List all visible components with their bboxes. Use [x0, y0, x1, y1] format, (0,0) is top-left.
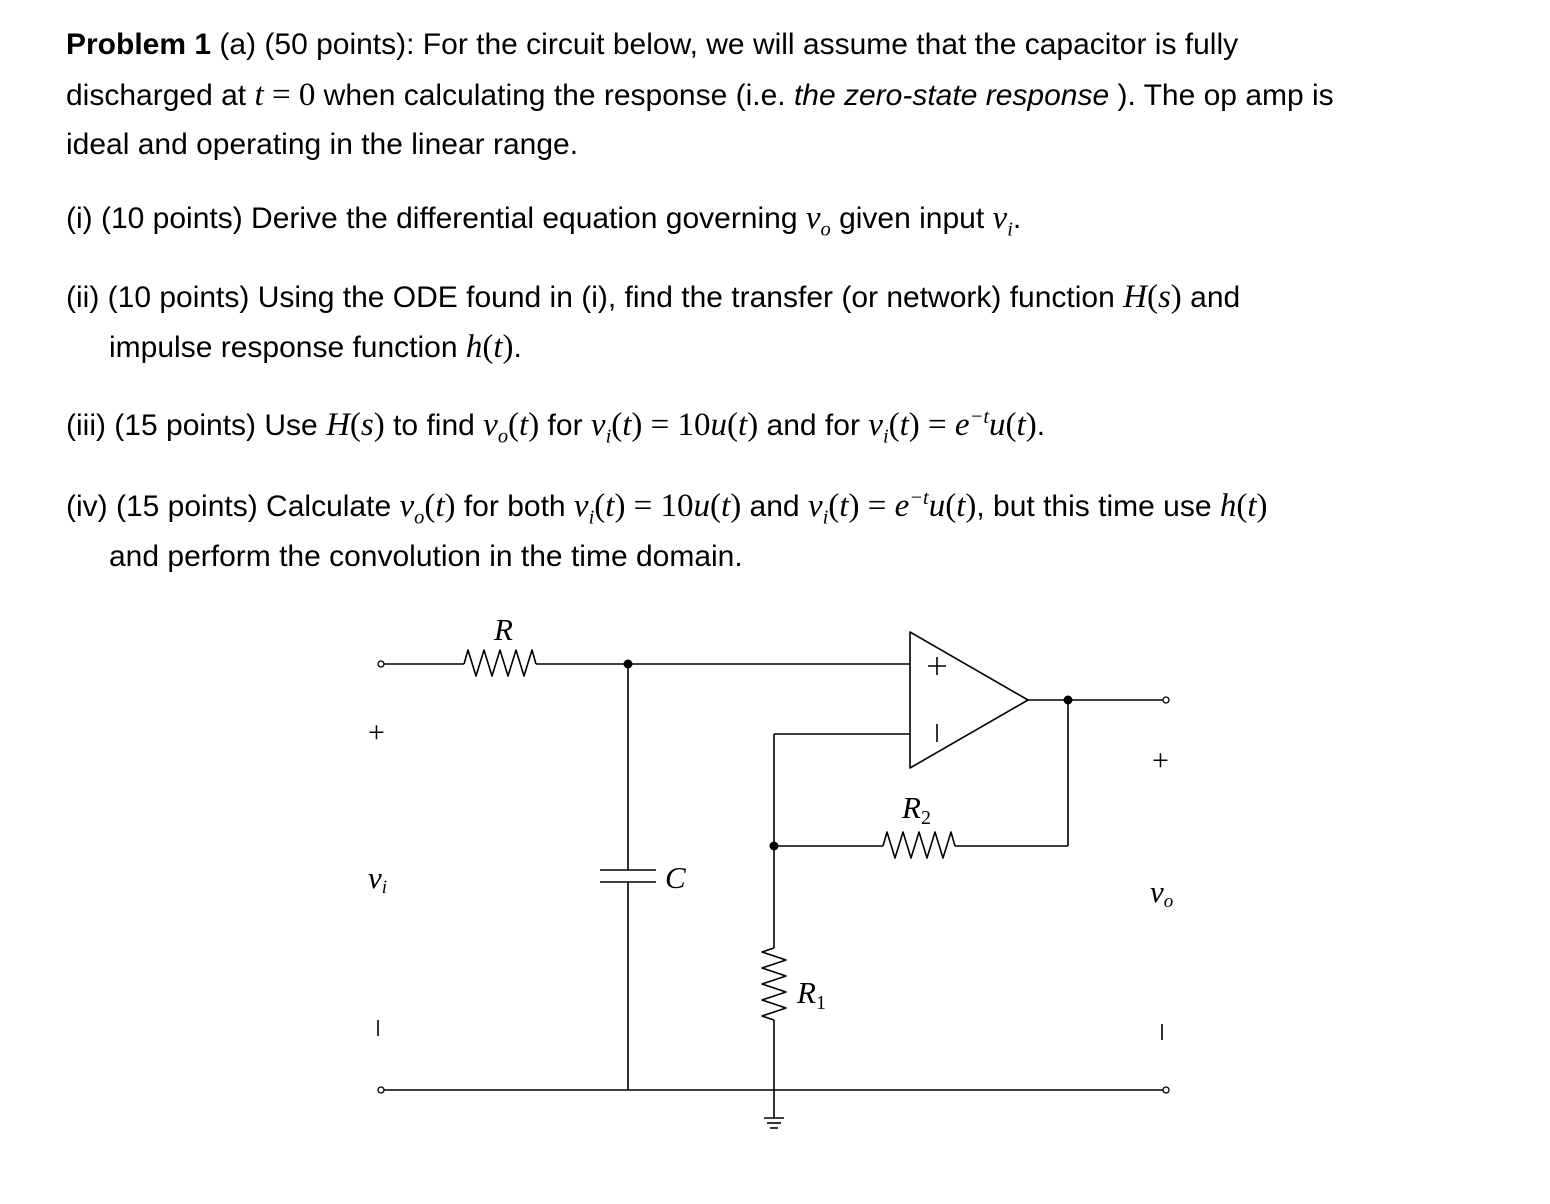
label-r2-main: R — [902, 790, 921, 825]
part-iii-text: for — [539, 409, 591, 442]
label-r1-sub: 1 — [815, 992, 826, 1014]
part-iv-text: , but this time use — [976, 490, 1220, 523]
input-terminal-bottom — [378, 1087, 384, 1093]
label-c: C — [665, 860, 686, 895]
opamp-triangle — [910, 632, 1028, 768]
problem-intro-line-3: ideal and operating in the linear range. — [66, 128, 579, 161]
problem-intro-text: (a) (50 points): For the circuit below, we will assume that the capacitor is fully — [211, 28, 1239, 61]
label-vo — [1150, 874, 1173, 912]
part-i-text: (i) (10 points) Derive the differential equation governing — [66, 202, 806, 235]
part-iv-line-2: and perform the convolution in the time domain. — [109, 540, 743, 573]
part-iv-line-1: (iv) (15 points) Calculate $v_o(t)$ for both $v_i(t) = 10u(t)$ and $v_i(t) = e^{-t}u(t)$, but this time use h(t) — [66, 487, 1268, 529]
part-ii-text: impulse response function — [109, 331, 466, 364]
intro-emphasis: the zero-state response — [793, 79, 1110, 112]
intro-text: when calculating the response (i.e. — [315, 79, 794, 112]
resistor-r — [464, 650, 536, 676]
resistor-r1 — [762, 948, 786, 1020]
part-iv-text: and — [741, 490, 808, 523]
part-ii-line-2: impulse response function h(t). — [109, 329, 522, 365]
junction-dot — [1064, 696, 1073, 705]
intro-text: discharged at — [66, 79, 255, 112]
part-iii-text: to find — [384, 409, 484, 442]
label-r1-main: R — [797, 975, 816, 1010]
label-r: R — [494, 612, 513, 647]
part-iii: (iii) (15 points) Use H(s) to find $v_o(t)$ for $v_i(t) = 10u(t)$ and for $v_i(t) = e^{-t}u(t)$. — [66, 406, 1046, 448]
label-vo-sub: o — [1163, 891, 1174, 912]
part-i: (i) (10 points) Derive the differential equation governing $v_o$ given input $v_i$. — [66, 200, 1022, 241]
output-plus-sign: + — [1152, 744, 1169, 777]
part-ii-text: and — [1181, 281, 1241, 314]
problem-heading: Problem 1 — [66, 28, 212, 61]
output-terminal-bottom — [1163, 1087, 1169, 1093]
label-vi-main: v — [368, 860, 382, 895]
part-i-text: given input — [830, 202, 993, 235]
part-iv-text: for both — [455, 490, 574, 523]
label-r1 — [796, 975, 826, 1014]
output-terminal-top — [1163, 697, 1169, 703]
label-vo-main: v — [1150, 874, 1164, 909]
part-iii-text: and for — [758, 409, 869, 442]
junction-dot — [624, 660, 633, 669]
part-ii-text: (ii) (10 points) Using the ODE found in (i), find the transfer (or network) function — [66, 281, 1124, 314]
part-ii-line-1: (ii) (10 points) Using the ODE found in (i), find the transfer (or network) function H(s) and — [66, 279, 1241, 315]
label-r2 — [901, 790, 931, 829]
part-iv-text: (iv) (15 points) Calculate — [66, 490, 400, 523]
junction-dot — [770, 842, 779, 851]
intro-text: ). The op amp is — [1109, 79, 1334, 112]
label-vi-sub: i — [381, 877, 388, 898]
problem-intro-line-2: discharged at t = 0 when calculating the response (i.e. the zero-state response ). The op amp is — [66, 77, 1334, 113]
input-terminal-top — [378, 661, 384, 667]
resistor-r2 — [883, 832, 955, 858]
part-iii-text: (iii) (15 points) Use — [66, 409, 327, 442]
label-vi — [368, 860, 387, 898]
input-plus-sign: + — [368, 716, 385, 749]
label-r2-sub: 2 — [920, 807, 931, 829]
